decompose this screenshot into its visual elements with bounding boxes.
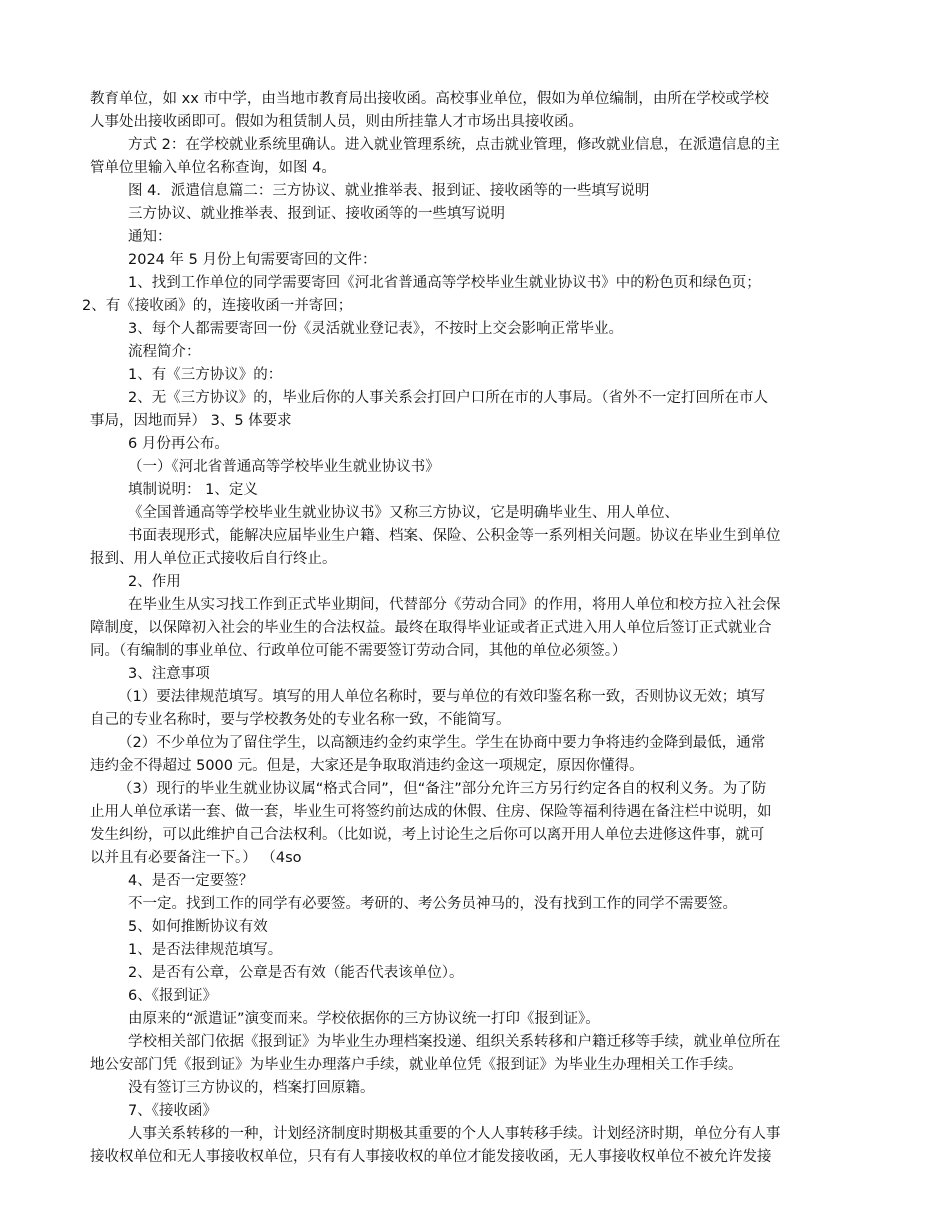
text-line: 学校相关部门依据《报到证》为毕业生办理档案投递、组织关系转移和户籍迁移等手续，就业单位所在 — [128, 1034, 781, 1050]
text-line: 没有签订三方协议的，档案打回原籍。 — [128, 1080, 375, 1096]
text-line: 2、是否有公章，公章是否有效（能否代表该单位）。 — [128, 965, 464, 981]
text-line: （2）不少单位为了留住学生，以高额违约金约束学生。学生在协商中要力争将违约金降到最低，通常 — [118, 735, 766, 751]
text-line: 止用人单位承诺一套、做一套，毕业生可将签约前达成的休假、住房、保险等福利待遇在备注栏中说明，如 — [90, 804, 772, 820]
text-line: 2、作用 — [128, 574, 181, 590]
text-line: 三方协议、就业推举表、报到证、接收函等的一些填写说明 — [128, 206, 505, 222]
text-line: 方式 2：在学校就业系统里确认。进入就业管理系统，点击就业管理，修改就业信息，在派遣信息的主 — [128, 137, 780, 153]
text-line: 教育单位，如 xx 市中学，由当地市教育局出接收函。高校事业单位，假如为单位编制，由所在学校或学校 — [90, 91, 769, 107]
text-line: 1、找到工作单位的同学需要寄回《河北省普通高等学校毕业生就业协议书》中的粉色页和绿色页； — [128, 275, 761, 291]
text-line: 人事关系转移的一种，计划经济制度时期极其重要的个人人事转移手续。计划经济时期，单位分有人事 — [128, 1126, 781, 1142]
text-line: 同。（有编制的事业单位、行政单位可能不需要签订劳动合同，其他的单位必须签。） — [90, 643, 627, 659]
text-line: 在毕业生从实习找工作到正式毕业期间，代替部分《劳动合同》的作用，将用人单位和校方拉入社会保 — [128, 597, 781, 613]
text-line: 《全国普通高等学校毕业生就业协议书》又称三方协议，它是明确毕业生、用人单位、 — [128, 505, 679, 521]
text-line: 7、《接收函》 — [128, 1103, 217, 1119]
text-line: 图 4．派遣信息篇二：三方协议、就业推举表、报到证、接收函等的一些填写说明 — [128, 183, 650, 199]
text-line: 5、如何推断协议有效 — [128, 919, 268, 935]
text-line: 书面表现形式，能解决应届毕业生户籍、档案、保险、公积金等一系列相关问题。协议在毕业生到单位 — [128, 528, 781, 544]
text-line: 通知： — [128, 229, 172, 245]
text-line: 2024 年 5 月份上旬需要寄回的文件： — [128, 252, 377, 268]
text-line: 地公安部门凭《报到证》为毕业生办理落户手续，就业单位凭《报到证》为毕业生办理相关工作手续。 — [90, 1057, 743, 1073]
text-line: （一）《河北省普通高等学校毕业生就业协议书》 — [128, 459, 440, 475]
text-line: 4、是否一定要签？ — [128, 873, 254, 889]
text-line: 3、注意事项 — [128, 666, 210, 682]
text-line: 1、是否法律规范填写。 — [128, 942, 283, 958]
text-line: 以并且有必要备注一下。） （4so — [90, 850, 302, 866]
document-body — [82, 88, 860, 1169]
text-line: 不一定。找到工作的同学有必要签。考研的、考公务员神马的，没有找到工作的同学不需要签。 — [128, 896, 737, 912]
text-line: 由原来的“派遣证”演变而来。学校依据你的三方协议统一打印《报到证》。 — [128, 1011, 600, 1027]
text-line: 接收权单位和无人事接收权单位，只有有人事接收权的单位才能发接收函，无人事接收权单位不被允许发接 — [90, 1149, 772, 1165]
text-line: 填制说明： 1、定义 — [128, 482, 258, 498]
text-line: 事局，因地而异） 3、5 体要求 — [90, 413, 292, 429]
text-line: 6、《报到证》 — [128, 988, 217, 1004]
text-line: 自己的专业名称时，要与学校教务处的专业名称一致，不能简写。 — [90, 712, 511, 728]
text-line: 人事处出接收函即可。假如为租赁制人员，则由所挂靠人才市场出具接收函。 — [90, 114, 583, 130]
text-line: 1、有《三方协议》的： — [128, 367, 283, 383]
text-line: （3）现行的毕业生就业协议属“格式合同”，但“备注”部分允许三方另行约定各自的权利义务。为了防 — [118, 781, 767, 797]
text-line: 6 月份再公布。 — [128, 436, 229, 452]
text-line: 3、每个人都需要寄回一份《灵活就业登记表》，不按时上交会影响正常毕业。 — [128, 321, 623, 337]
text-line: 流程简介： — [128, 344, 201, 360]
text-line: 障制度，以保障初入社会的毕业生的合法权益。最终在取得毕业证或者正式进入用人单位后签订正式就业合 — [90, 620, 772, 636]
text-line: 报到、用人单位正式接收后自行终止。 — [90, 551, 337, 567]
text-line: 管单位里输入单位名称查询，如图 4。 — [90, 160, 336, 176]
text-line: 2、无《三方协议》的，毕业后你的人事关系会打回户口所在市的人事局。（省外不一定打回所在市人 — [128, 390, 768, 406]
text-line: （1）要法律规范填写。填写的用人单位名称时，要与单位的有效印鉴名称一致，否则协议无效；填写 — [118, 689, 766, 705]
text-line: 发生纠纷，可以此维护自己合法权利。（比如说，考上讨论生之后你可以离开用人单位去进修这件事，就可 — [90, 827, 765, 843]
text-line: 违约金不得超过 5000 元。但是，大家还是争取取消违约金这一项规定，原因你懂得。 — [90, 758, 644, 774]
text-line: 2、有《接收函》的，连接收函一并寄回； — [82, 298, 353, 314]
